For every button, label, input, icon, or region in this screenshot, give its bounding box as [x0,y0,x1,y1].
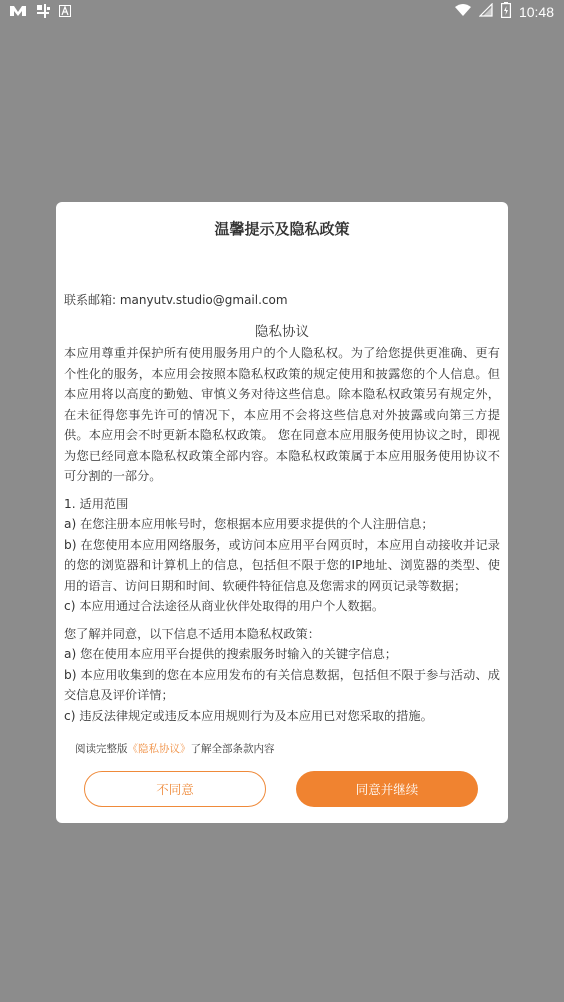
read-full-suffix: 了解全部条款内容 [190,743,275,755]
exclusion-item-b: b) 本应用收集到的您在本应用发布的有关信息数据，包括但不限于参与活动、成交信息及评价详情； [64,667,500,702]
status-bar-left [9,3,71,23]
scope-item-c: c) 本应用通过合法途径从商业伙伴处取得的用户个人数据。 [64,599,385,613]
font-app-icon [59,5,71,21]
read-full-hint [75,741,275,756]
policy-body[interactable] [64,343,500,726]
disagree-button[interactable]: 不同意 [84,771,266,807]
policy-heading: 隐私协议 [255,324,309,340]
scope-heading: 1. 适用范围 [64,496,129,511]
app-icon [35,3,51,23]
privacy-agreement-link[interactable]: 《隐私协议》 [127,743,191,755]
policy-intro: 本应用尊重并保护所有使用服务用户的个人隐私权。为了给您提供更准确、更有个性化的服务，本应用会按照本隐私权政策的规定使用和披露您的个人信息。但本应用将以高度的勤勉、审慎义务对待这些信息。除本隐私权政策另有规定外，在未征得您事先许可的情况下，本应用不会将这些信息对外披露或向第三方提供。本应用会不时更新本隐私权政策。 您在同意本应用服务使用协议之时，即视为您已经同意本隐私权政策全部内容。本隐私权政策属于本应用服务使用协议不可分割的一部分。 [64,346,500,483]
exclusion-heading: 您了解并同意，以下信息不适用本隐私权政策： [64,626,320,641]
privacy-dialog [56,202,508,823]
agree-continue-button[interactable]: 同意并继续 [296,771,478,807]
status-time: 10:48 [518,4,554,20]
scope-item-a: a) 在您注册本应用帐号时，您根据本应用要求提供的个人注册信息； [64,517,434,531]
signal-icon [479,3,493,21]
exclusion-item-a: a) 您在使用本应用平台提供的搜索服务时输入的关键字信息； [64,647,397,661]
weibo-icon [9,4,27,22]
dialog-title: 温馨提示及隐私政策 [214,220,350,238]
battery-icon [501,2,511,22]
contact-email: 联系邮箱: manyutv.studio@gmail.com [64,293,288,307]
status-bar [0,0,564,24]
status-bar-right [455,2,554,22]
scope-item-b: b) 在您使用本应用网络服务，或访问本应用平台网页时，本应用自动接收并记录的您的浏览器和计算机上的信息，包括但不限于您的IP地址、浏览器的类型、使用的语言、访问日期和时间、软硬件特征信息及您需求的网页记录等数据； [64,537,500,593]
wifi-icon [455,3,471,21]
read-full-prefix: 阅读完整版 [75,743,128,755]
exclusion-item-c: c) 违反法律规定或违反本应用规则行为及本应用已对您采取的措施。 [64,708,433,723]
